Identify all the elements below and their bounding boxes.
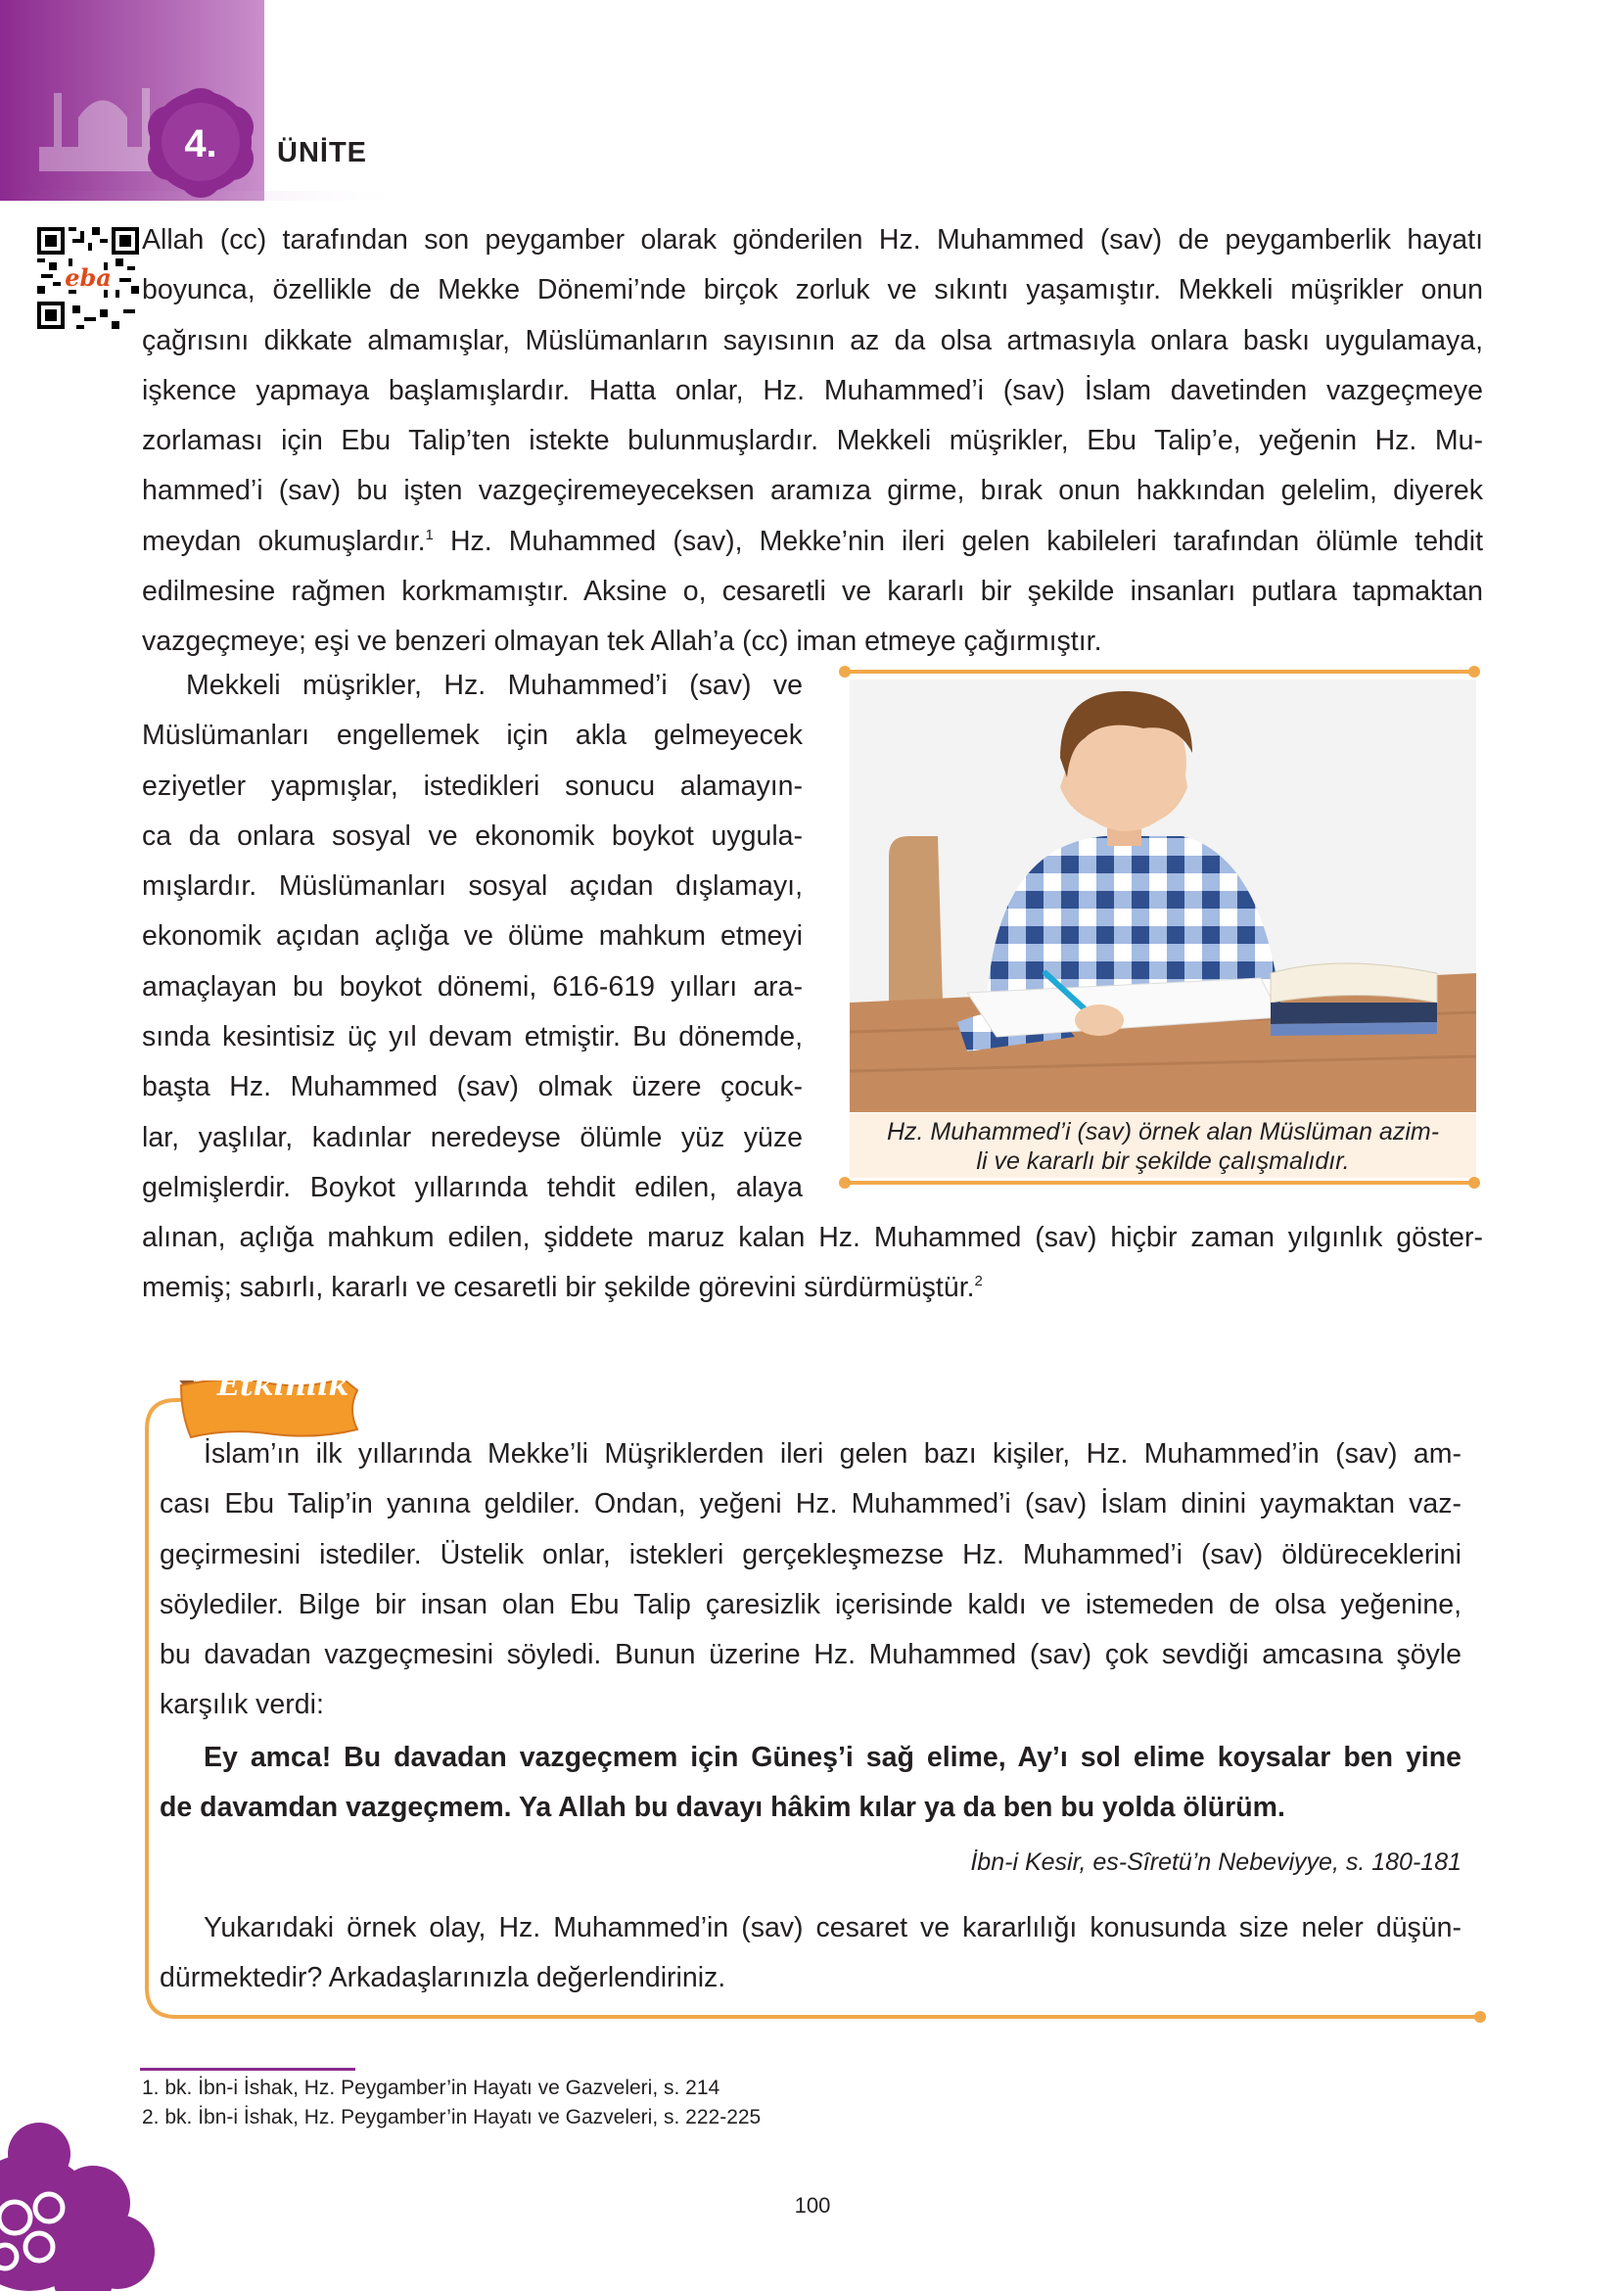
figure-bottom-rule — [844, 1181, 1474, 1185]
corner-flower-decoration — [0, 2115, 166, 2291]
text-line: çağrısını dikkate almamışlar, Müslümanların sayısının az da olsa artmasıyla onlara baskı uygulamaya, — [142, 324, 1483, 356]
figure-rule-dot — [839, 1177, 851, 1189]
text-line: gelmişlerdir. Boykot yıllarında tehdit edilen, alaya — [142, 1171, 803, 1203]
text-line: cası Ebu Talip’in yanına geldiler. Ondan, yeğeni Hz. Muhammed’i (sav) İslam dinini yaymaktan vaz- — [160, 1488, 1462, 1520]
text-line: hammed’i (sav) bu işten vazgeçiremeyeceksen aramıza girme, bırak onun hakkından gelelim, diyerek — [142, 475, 1483, 507]
qr-code[interactable] — [37, 227, 139, 329]
footnote-1: 1. bk. İbn-i İshak, Hz. Peygamber’in Hayatı ve Gazveleri, s. 214 — [142, 2077, 720, 2099]
text-line: boyunca, özellikle de Mekke Dönemi’nde birçok zorluk ve sıkıntı yaşamıştır. Mekkeli müşrikler onun — [142, 274, 1483, 306]
activity-quote — [160, 1733, 1462, 1834]
text-line — [142, 1263, 1483, 1313]
text-line: lar, yaşlılar, kadınlar neredeyse ölümle yüz yüze — [142, 1121, 803, 1153]
text-line: söylediler. Bilge bir insan olan Ebu Talip çaresizlik içerisinde kaldı ve istemeden de olsa yeğenine, — [160, 1588, 1462, 1620]
unit-number: 4. — [184, 122, 217, 165]
text-line: başta Hz. Muhammed (sav) olmak üzere çocuk- — [142, 1071, 803, 1103]
caption-line: Hz. Muhammed’i (sav) örnek alan Müslüman azim- — [886, 1118, 1440, 1146]
text-line: ekonomik açıdan açlığa ve ölüme mahkum etmeyi — [142, 920, 803, 953]
boy-studying-photo — [850, 679, 1476, 1112]
unit-header-decoration — [0, 0, 411, 206]
activity-title: Etkinlik — [217, 1369, 349, 1403]
text-line: mışlardır. Müslümanları sosyal açıdan dışlamayı, — [142, 870, 803, 903]
boycott-paragraph — [142, 661, 803, 1213]
footnote-2: 2. bk. İbn-i İshak, Hz. Peygamber’in Hayatı ve Gazveleri, s. 222-225 — [142, 2106, 762, 2128]
figure-top-rule — [844, 670, 1474, 674]
text-line: bu davadan vazgeçmesini söyledi. Bunun üzerine Hz. Muhammed (sav) çok sevdiği amcasına şöyle — [160, 1639, 1462, 1671]
intro-paragraph — [142, 215, 1483, 668]
qr-brand-text: eba — [65, 263, 112, 292]
text-line: Allah (cc) tarafından son peygamber olarak gönderilen Hz. Muhammed (sav) de peygamberlik hayatı — [142, 224, 1483, 256]
text-line: eziyetler yapmışlar, istedikleri sonucu alamayın- — [142, 770, 803, 802]
text-line: sında kesintisiz üç yıl devam etmiştir. Bu dönemde, — [142, 1021, 803, 1053]
text-line: alınan, açlığa mahkum edilen, şiddete maruz kalan Hz. Muhammed (sav) hiçbir zaman yılgınlık göster- — [142, 1222, 1483, 1253]
quote-source: İbn-i Kesir, es-Sîretü’n Nebeviyye, s. 180-181 — [970, 1848, 1462, 1876]
text-line: İslam’ın ilk yıllarında Mekke’li Müşriklerden ileri gelen bazı kişiler, Hz. Muhammed’in (sav) am- — [204, 1438, 1462, 1470]
figure-rule-dot — [1468, 1177, 1480, 1189]
text-line: amaçlayan bu boykot dönemi, 616-619 yılları ara- — [142, 970, 803, 1003]
text-line: ca da onlara sosyal ve ekonomik boykot uygula- — [142, 819, 803, 852]
caption-line: li ve kararlı bir şekilde çalışmalıdır. — [976, 1147, 1350, 1175]
footnote-rule — [140, 2068, 355, 2071]
activity-question — [160, 1903, 1462, 2004]
page-number: 100 — [794, 2193, 831, 2218]
text-line: geçirmesini istediler. Üstelik onlar, istekleri gerçekleşmezse Hz. Muhammed’i (sav) öldüreceklerini — [160, 1538, 1462, 1570]
figure-rule-dot — [1468, 666, 1480, 678]
footnote-ref-2[interactable]: 2 — [974, 1273, 983, 1290]
figure-rule-dot — [839, 666, 851, 678]
text-line: de davamdan vazgeçmem. Ya Allah bu davayı hâkim kılar ya da ben bu yolda ölürüm. — [160, 1792, 1285, 1824]
text-line: karşılık verdi: — [160, 1689, 324, 1721]
text-line: Ey amca! Bu davadan vazgeçmem için Güneş’i sağ elime, Ay’ı sol elime koysalar ben yine — [204, 1742, 1462, 1773]
continuation-paragraph — [142, 1213, 1483, 1314]
text-line: Müslümanları engellemek için akla gelmeyecek — [142, 720, 803, 752]
text-line: işkence yapmaya başlamışlardır. Hatta onlar, Hz. Muhammed’i (sav) İslam davetinden vazgeçmeye — [142, 374, 1483, 406]
text-line: Yukarıdaki örnek olay, Hz. Muhammed’in (sav) cesaret ve kararlılığı konusunda size neler düşün- — [204, 1912, 1462, 1943]
text-line: Mekkeli müşrikler, Hz. Muhammed’i (sav) ve — [186, 670, 803, 701]
text-line — [142, 517, 1483, 567]
text-segment: Hz. Muhammed (sav), Mekke’nin ileri gelen kabileleri tarafından ölümle tehdit — [449, 525, 1483, 557]
activity-story — [160, 1429, 1462, 1731]
text-line: vazgeçmeye; eşi ve benzeri olmayan tek Allah’a (cc) iman etmeye çağırmıştır. — [142, 626, 1102, 658]
text-line: zorlaması için Ebu Talip’ten istekte bulunmuşlardır. Mekkeli müşrikler, Ebu Talip’e, yeğenin Hz. Mu- — [142, 425, 1483, 457]
text-line: dürmektedir? Arkadaşlarınızla değerlendiriniz. — [160, 1962, 726, 1994]
unit-label: ÜNİTE — [277, 137, 367, 168]
text-segment: memiş; sabırlı, kararlı ve cesaretli bir şekilde görevini sürdürmüştür. — [142, 1272, 975, 1304]
footnote-ref-1[interactable]: 1 — [425, 526, 434, 543]
figure-caption — [850, 1113, 1476, 1178]
text-segment: meydan okumuşlardır. — [142, 525, 426, 557]
text-line: edilmesine rağmen korkmamıştır. Aksine o, cesaretli ve kararlı bir şekilde insanları putlara tapmaktan — [142, 576, 1483, 608]
